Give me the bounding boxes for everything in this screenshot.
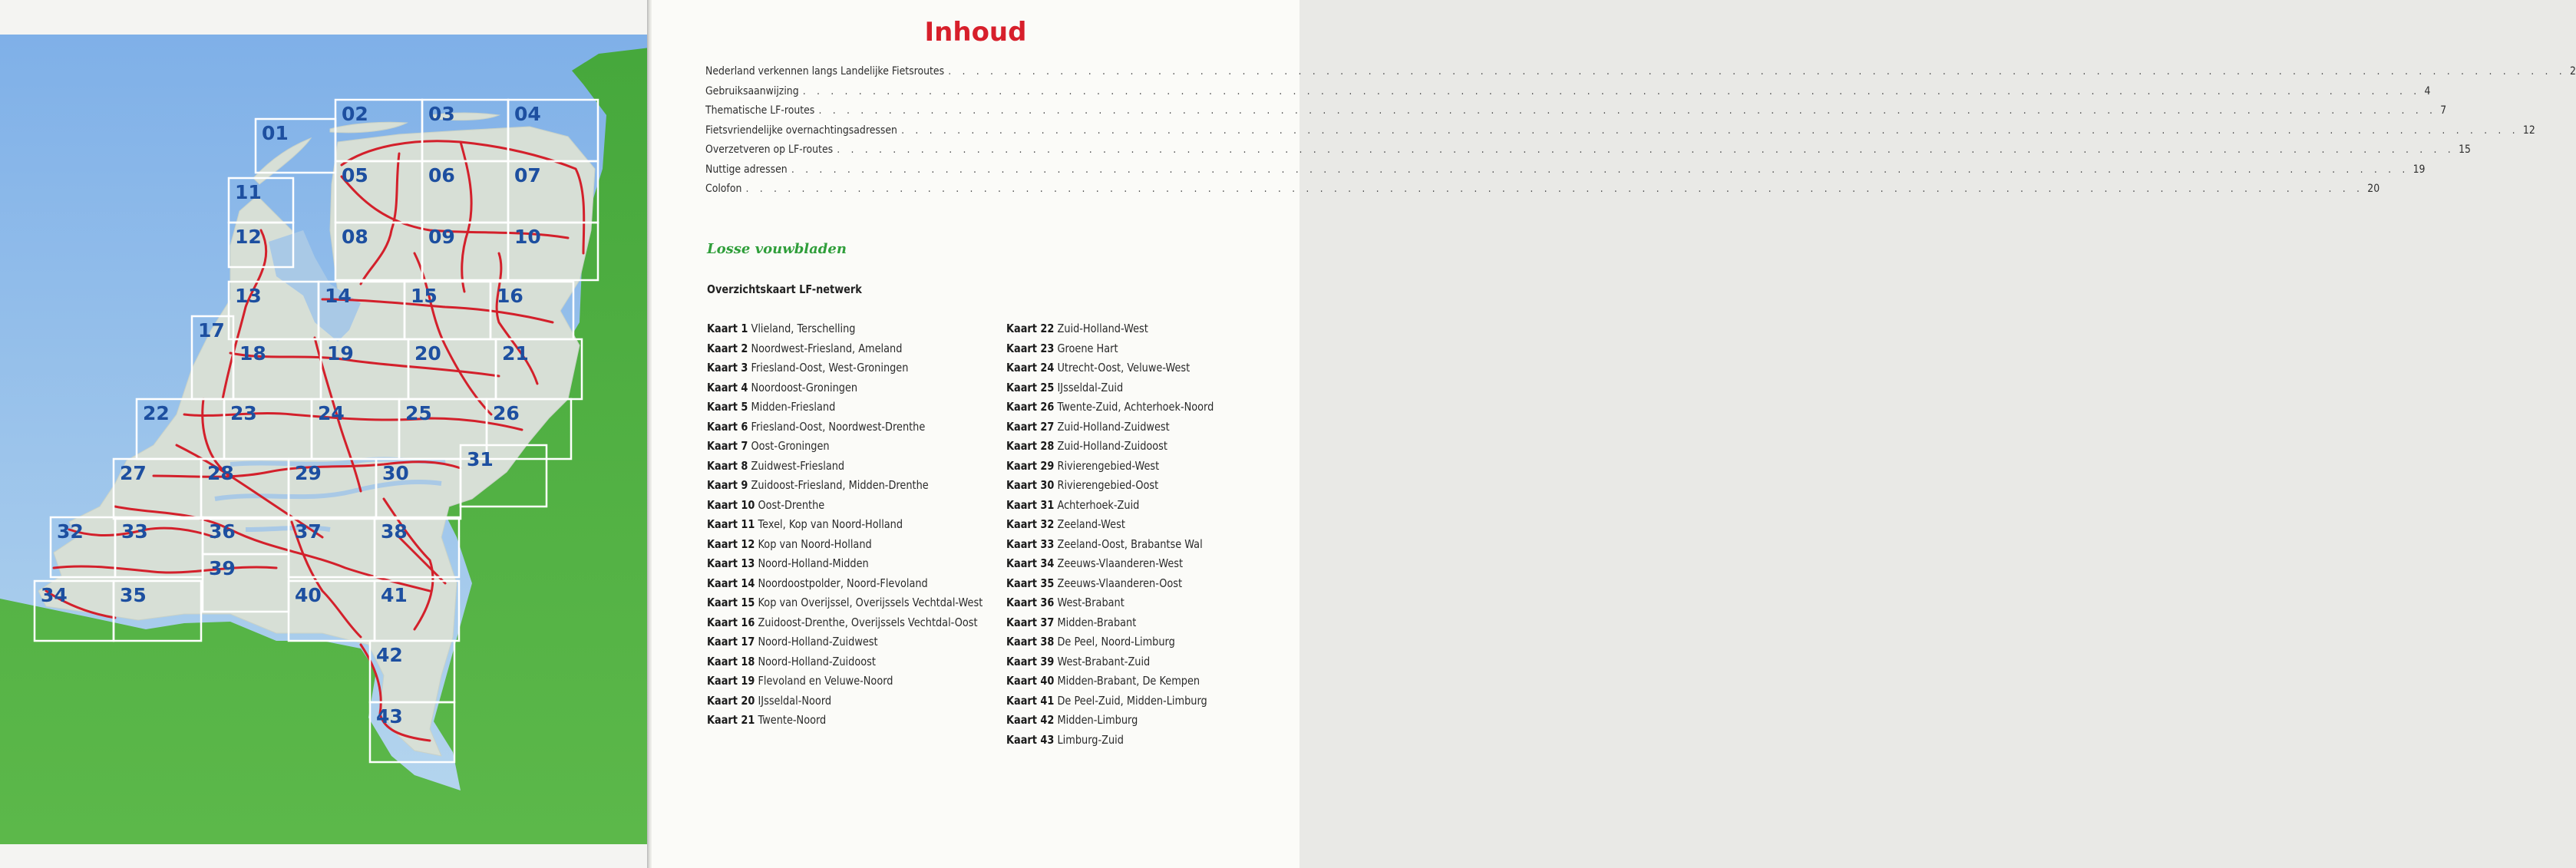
map-list-item[interactable] (707, 457, 983, 477)
map-number: Kaart 18 (707, 654, 755, 668)
map-number: Kaart 30 (1006, 478, 1055, 492)
map-description: Midden-Friesland (748, 400, 836, 414)
toc-leader-dots (948, 65, 2566, 78)
map-description: Zeeuws-Vlaanderen-West (1054, 556, 1184, 570)
map-list-item[interactable] (707, 496, 983, 516)
map-tile-label[interactable]: 41 (381, 584, 408, 606)
map-tile-label[interactable]: 43 (376, 705, 403, 728)
map-list-item[interactable] (707, 378, 983, 398)
map-list-item[interactable] (1006, 457, 1214, 477)
map-description: Limburg-Zuid (1054, 732, 1124, 747)
map-list-item[interactable] (1006, 731, 1214, 751)
map-description: Rivierengebied-Oost (1054, 478, 1159, 492)
map-list-item[interactable] (1006, 339, 1214, 359)
map-description: De Peel-Zuid, Midden-Limburg (1054, 693, 1207, 708)
toc-leader-dots (746, 183, 2364, 195)
map-tile-label[interactable]: 26 (493, 402, 520, 424)
map-number: Kaart 11 (707, 517, 755, 531)
map-number: Kaart 40 (1006, 674, 1055, 688)
map-number: Kaart 33 (1006, 536, 1055, 551)
map-number: Kaart 37 (1006, 615, 1055, 629)
toc-entry[interactable] (705, 144, 2471, 163)
map-list-item[interactable] (1006, 632, 1214, 652)
map-number: Kaart 42 (1006, 713, 1055, 727)
map-number: Kaart 28 (1006, 439, 1055, 453)
map-description: IJsseldal-Noord (755, 693, 832, 708)
map-tile-label[interactable]: 04 (514, 103, 541, 125)
map-description: Noordwest-Friesland, Ameland (748, 341, 903, 355)
map-list-item[interactable] (1006, 476, 1214, 496)
map-number: Kaart 24 (1006, 361, 1055, 375)
map-description: Zeeland-West (1054, 517, 1125, 531)
map-number: Kaart 25 (1006, 380, 1055, 394)
map-list-item[interactable] (1006, 711, 1214, 731)
map-description: IJsseldal-Zuid (1054, 380, 1124, 394)
map-description: Midden-Brabant (1054, 615, 1137, 629)
map-tile-label[interactable]: 18 (239, 342, 266, 365)
map-description: Noord-Holland-Midden (755, 556, 869, 570)
map-tile-label[interactable]: 02 (342, 103, 368, 125)
map-number: Kaart 1 (707, 322, 748, 335)
toc-entry-title: Gebruiksaanwijzing (705, 84, 799, 97)
map-tile-label[interactable]: 30 (382, 462, 409, 484)
map-list-item[interactable] (1006, 358, 1214, 378)
map-description: West-Brabant (1054, 596, 1125, 609)
map-description: Texel, Kop van Noord-Holland (755, 517, 903, 531)
map-list-item[interactable] (1006, 319, 1214, 339)
map-tile-label[interactable]: 37 (295, 520, 322, 543)
map-list-item[interactable] (707, 515, 983, 535)
map-description: Kop van Overijssel, Overijssels Vechtdal-West (755, 596, 983, 609)
toc-leader-dots (837, 144, 2455, 156)
map-list-item[interactable] (1006, 515, 1214, 535)
map-tile-label[interactable]: 27 (120, 462, 147, 484)
map-description: Oost-Drenthe (755, 497, 825, 512)
map-number: Kaart 17 (707, 635, 755, 649)
toc-leader-dots (901, 124, 2519, 137)
map-list-item[interactable] (1006, 613, 1214, 633)
map-tile-label[interactable]: 17 (198, 319, 225, 342)
map-number: Kaart 2 (707, 341, 748, 355)
table-of-contents (705, 65, 2576, 203)
map-list-item[interactable] (707, 417, 983, 437)
map-tile-label[interactable]: 19 (327, 342, 354, 365)
map-tile-label[interactable]: 36 (209, 520, 236, 543)
map-list-item[interactable] (707, 437, 983, 457)
map-tile-label[interactable]: 39 (209, 557, 236, 579)
map-tile-label[interactable]: 20 (414, 342, 441, 365)
map-tile-label[interactable]: 16 (497, 285, 523, 307)
map-number: Kaart 22 (1006, 322, 1055, 335)
map-tile-label[interactable]: 09 (428, 226, 455, 248)
map-number: Kaart 32 (1006, 517, 1055, 531)
map-number: Kaart 20 (707, 693, 755, 708)
map-description: Zuidoost-Friesland, Midden-Drenthe (748, 478, 929, 492)
map-description: Noord-Holland-Zuidwest (755, 635, 878, 649)
map-number: Kaart 34 (1006, 556, 1055, 570)
map-tile-label[interactable]: 24 (318, 402, 345, 424)
map-description: Noordoostpolder, Noord-Flevoland (755, 576, 928, 590)
map-number: Kaart 41 (1006, 693, 1055, 708)
toc-entry-page: 19 (2413, 163, 2426, 176)
map-description: Kop van Noord-Holland (755, 536, 872, 551)
map-list-item[interactable] (1006, 593, 1214, 613)
map-tile-label[interactable]: 07 (514, 164, 541, 186)
map-list-item[interactable] (707, 535, 983, 555)
map-tile-label[interactable]: 35 (120, 584, 147, 606)
map-number: Kaart 19 (707, 674, 755, 688)
map-list-item[interactable] (707, 711, 983, 731)
map-tile-label[interactable]: 38 (381, 520, 408, 543)
map-tile-label[interactable]: 14 (325, 285, 352, 307)
map-tile-label[interactable]: 15 (411, 285, 438, 307)
map-description: Zuidwest-Friesland (748, 458, 845, 473)
map-description: Zuidoost-Drenthe, Overijssels Vechtdal-Oost (755, 615, 978, 629)
map-description: Zeeland-Oost, Brabantse Wal (1054, 536, 1203, 551)
map-number: Kaart 14 (707, 576, 755, 590)
map-list-item[interactable] (1006, 691, 1214, 711)
map-list-item[interactable] (707, 652, 983, 672)
toc-entry-title: Fietsvriendelijke overnachtingsadressen (705, 124, 897, 137)
map-list-column-1 (707, 319, 1028, 731)
map-tile-label[interactable]: 12 (235, 226, 262, 248)
map-number: Kaart 31 (1006, 497, 1055, 512)
map-list-item[interactable] (1006, 672, 1214, 691)
map-tile-label[interactable]: 32 (57, 520, 84, 543)
toc-entry-page: 12 (2522, 124, 2535, 137)
map-list-item[interactable] (1006, 496, 1214, 516)
map-tile-label[interactable]: 21 (502, 342, 529, 365)
toc-entry-title: Nederland verkennen langs Landelijke Fietsroutes (705, 65, 945, 78)
map-tile-label[interactable]: 23 (230, 402, 257, 424)
map-description: Vlieland, Terschelling (748, 322, 856, 335)
map-tile-label[interactable]: 33 (121, 520, 148, 543)
map-list-item[interactable] (1006, 574, 1214, 594)
map-tile-label[interactable]: 06 (428, 164, 455, 186)
map-list-item[interactable] (1006, 417, 1214, 437)
map-tile-label[interactable]: 31 (467, 448, 494, 470)
map-page (0, 0, 650, 868)
map-description: Achterhoek-Zuid (1054, 497, 1140, 512)
toc-leader-dots (818, 104, 2436, 117)
map-tile-label[interactable]: 10 (514, 226, 541, 248)
map-description: Midden-Limburg (1054, 713, 1138, 727)
map-number: Kaart 10 (707, 497, 755, 512)
lf-network-overview-map (0, 0, 650, 868)
map-description: De Peel, Noord-Limburg (1054, 635, 1175, 649)
map-number: Kaart 3 (707, 361, 748, 375)
map-tile-label[interactable]: 34 (41, 584, 68, 606)
map-tile-label[interactable]: 11 (235, 181, 262, 203)
map-list-item[interactable] (707, 613, 983, 633)
map-list-item[interactable] (707, 554, 983, 574)
map-description: Groene Hart (1054, 341, 1118, 355)
map-list-item[interactable] (707, 358, 983, 378)
map-list-item[interactable] (707, 672, 983, 691)
map-list-item[interactable] (707, 632, 983, 652)
map-description: Rivierengebied-West (1054, 458, 1160, 473)
map-list-item[interactable] (1006, 398, 1214, 417)
toc-entry-title: Thematische LF-routes (705, 104, 815, 117)
map-number: Kaart 16 (707, 615, 755, 629)
map-description: Friesland-Oost, Noordwest-Drenthe (748, 419, 926, 434)
map-list-item[interactable] (1006, 378, 1214, 398)
map-tile-label[interactable]: 42 (376, 644, 403, 666)
map-description: West-Brabant-Zuid (1054, 654, 1151, 668)
map-description: Utrecht-Oost, Veluwe-West (1054, 361, 1191, 375)
map-number: Kaart 43 (1006, 732, 1055, 747)
map-number: Kaart 4 (707, 380, 748, 394)
map-description: Flevoland en Veluwe-Noord (755, 674, 893, 688)
toc-entry-page: 20 (2367, 183, 2380, 195)
map-number: Kaart 21 (707, 713, 755, 727)
map-tile-label[interactable]: 22 (143, 402, 170, 424)
toc-entry[interactable] (705, 124, 2535, 144)
toc-entry-page: 15 (2459, 144, 2471, 156)
map-description: Oost-Groningen (748, 439, 830, 453)
map-description: Zuid-Holland-West (1054, 322, 1148, 335)
map-description: Zuid-Holland-Zuidoost (1054, 439, 1167, 453)
map-description: Zuid-Holland-Zuidwest (1054, 419, 1170, 434)
map-tile-label[interactable]: 29 (295, 462, 322, 484)
map-tile-label[interactable]: 08 (342, 226, 368, 248)
toc-entry[interactable] (705, 163, 2426, 183)
map-description: Twente-Zuid, Achterhoek-Noord (1054, 400, 1214, 414)
map-list-item[interactable] (707, 319, 983, 339)
map-list-item[interactable] (1006, 437, 1214, 457)
map-number: Kaart 38 (1006, 635, 1055, 649)
map-tile-label[interactable]: 13 (235, 285, 262, 307)
map-number: Kaart 8 (707, 458, 748, 473)
map-number: Kaart 5 (707, 400, 748, 414)
map-number: Kaart 27 (1006, 419, 1055, 434)
map-list-item[interactable] (707, 574, 983, 594)
toc-entry[interactable] (705, 65, 2576, 85)
map-list-item[interactable] (707, 476, 983, 496)
map-number: Kaart 36 (1006, 596, 1055, 609)
map-tile-label[interactable]: 25 (405, 402, 432, 424)
map-list-item[interactable] (707, 339, 983, 359)
map-number: Kaart 29 (1006, 458, 1055, 473)
map-number: Kaart 35 (1006, 576, 1055, 590)
map-number: Kaart 7 (707, 439, 748, 453)
map-list-item[interactable] (1006, 554, 1214, 574)
map-description: Noordoost-Groningen (748, 380, 858, 394)
section-heading: Losse vouwbladen (707, 241, 847, 257)
toc-entry-title: Nuttige adressen (705, 163, 788, 176)
map-number: Kaart 13 (707, 556, 755, 570)
map-tile-label[interactable]: 40 (295, 584, 322, 606)
map-list-item[interactable] (1006, 652, 1214, 672)
map-tile-label[interactable]: 03 (428, 103, 455, 125)
page-title: Inhoud (924, 17, 1027, 48)
toc-entry-page: 2 (2570, 65, 2576, 78)
map-number: Kaart 6 (707, 419, 748, 434)
map-number: Kaart 12 (707, 536, 755, 551)
map-number: Kaart 39 (1006, 654, 1055, 668)
toc-entry-page: 7 (2440, 104, 2447, 117)
map-tile-label[interactable]: 28 (207, 462, 234, 484)
map-description: Friesland-Oost, West-Groningen (748, 361, 909, 375)
map-number: Kaart 26 (1006, 400, 1055, 414)
map-number: Kaart 23 (1006, 341, 1055, 355)
toc-entry[interactable] (705, 84, 2431, 105)
map-list-item[interactable] (707, 593, 983, 613)
map-tile-label[interactable]: 05 (342, 164, 368, 186)
toc-leader-dots (803, 85, 2421, 97)
map-description: Zeeuws-Vlaanderen-Oost (1054, 576, 1183, 590)
map-tile-label[interactable]: 01 (262, 122, 289, 144)
overview-map-label: Overzichtskaart LF-netwerk (707, 282, 862, 296)
map-list-item[interactable] (1006, 535, 1214, 555)
toc-entry[interactable] (705, 183, 2380, 203)
toc-entry-title: Overzetveren op LF-routes (705, 144, 834, 156)
map-list-item[interactable] (707, 398, 983, 417)
map-list-item[interactable] (707, 691, 983, 711)
toc-entry-page: 4 (2424, 84, 2431, 97)
toc-leader-dots (791, 163, 2409, 176)
map-list-column-2 (1006, 319, 1247, 750)
contents-page (652, 0, 2576, 868)
map-description: Noord-Holland-Zuidoost (755, 654, 876, 668)
map-description: Midden-Brabant, De Kempen (1054, 674, 1200, 688)
map-description: Twente-Noord (755, 713, 827, 727)
toc-entry[interactable] (705, 104, 2447, 124)
map-number: Kaart 15 (707, 596, 755, 609)
map-number: Kaart 9 (707, 478, 748, 492)
toc-entry-title: Colofon (705, 183, 742, 195)
